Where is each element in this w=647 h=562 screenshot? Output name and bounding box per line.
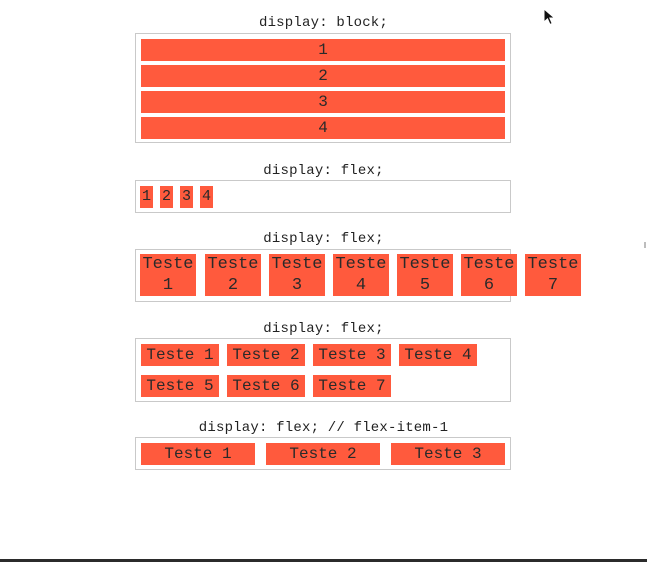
item-number: 2 — [227, 276, 239, 295]
item-word: Teste — [399, 255, 451, 274]
block-item-4: 4 — [141, 117, 505, 139]
flex-grow-item-2: Teste 2 — [266, 443, 380, 465]
flex-grow-item-1: Teste 1 — [141, 443, 255, 465]
item-word: Teste — [335, 255, 387, 274]
item-number: 7 — [547, 276, 559, 295]
item-number: 3 — [291, 276, 303, 295]
section-2-caption: display: flex; — [263, 163, 384, 179]
block-container — [135, 33, 511, 143]
section-5-caption: display: flex; // flex-item-1 — [198, 420, 449, 436]
flex-wrap-item-2: Teste 2 — [227, 344, 305, 366]
flex-wrap-item-3: Teste 3 — [313, 344, 391, 366]
section-1-caption: display: block; — [258, 15, 389, 31]
item-word: Teste — [271, 255, 323, 274]
section-4-caption: display: flex; — [263, 321, 384, 337]
block-item-2: 2 — [141, 65, 505, 87]
section-3-caption: display: flex; — [263, 231, 384, 247]
flex-overflow-item-2 — [205, 254, 261, 296]
flex-grow-item-3: Teste 3 — [391, 443, 505, 465]
item-number: 6 — [483, 276, 495, 295]
item-word: Teste — [142, 255, 194, 274]
flex-overflow-item-5 — [397, 254, 453, 296]
flex-overflow-item-4 — [333, 254, 389, 296]
flex-small-item-2: 2 — [160, 186, 173, 208]
flex-overflow-items — [140, 254, 590, 298]
flex-small-item-1: 1 — [140, 186, 153, 208]
flex-wrap-item-4: Teste 4 — [399, 344, 477, 366]
flex-container-small — [135, 180, 511, 213]
mouse-pointer-icon — [543, 8, 557, 26]
flex-overflow-item-7 — [525, 254, 581, 296]
flex-container-wrap — [135, 338, 511, 402]
item-word: Teste — [527, 255, 579, 274]
flex-overflow-item-3 — [269, 254, 325, 296]
item-word: Teste — [207, 255, 259, 274]
item-number: 1 — [162, 276, 174, 295]
flex-overflow-item-1 — [140, 254, 196, 296]
flex-wrap-item-1: Teste 1 — [141, 344, 219, 366]
block-item-1: 1 — [141, 39, 505, 61]
flex-small-item-3: 3 — [180, 186, 193, 208]
block-item-3: 3 — [141, 91, 505, 113]
flex-container-grow — [135, 437, 511, 470]
item-number: 4 — [355, 276, 367, 295]
flex-overflow-item-6 — [461, 254, 517, 296]
flex-wrap-item-7: Teste 7 — [313, 375, 391, 397]
edge-mark — [644, 242, 646, 248]
flex-wrap-item-5: Teste 5 — [141, 375, 219, 397]
flex-wrap-item-6: Teste 6 — [227, 375, 305, 397]
flex-small-item-4: 4 — [200, 186, 213, 208]
item-word: Teste — [463, 255, 515, 274]
item-number: 5 — [419, 276, 431, 295]
